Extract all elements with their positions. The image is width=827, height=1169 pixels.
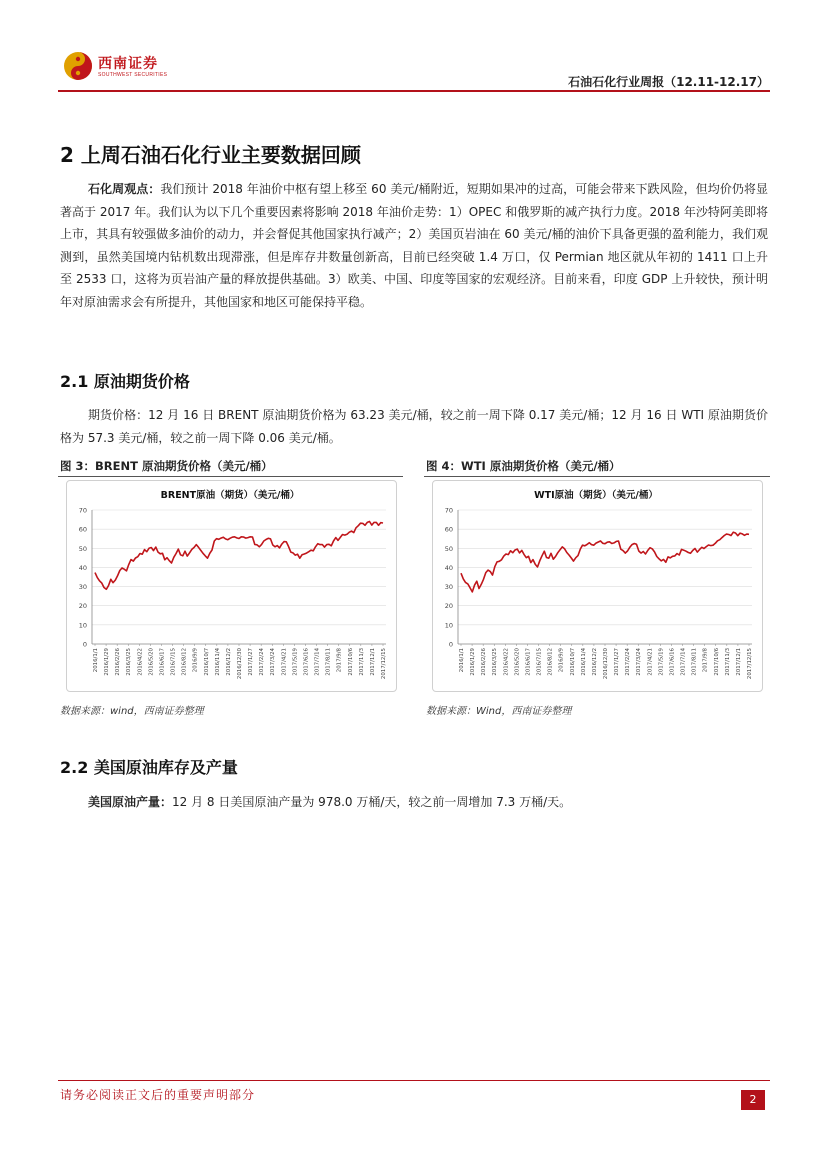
weekly-view-paragraph bbox=[60, 178, 768, 313]
wti-y-tick-label: 20 bbox=[444, 602, 453, 611]
brent-x-tick-label: 2017/12/1 bbox=[369, 648, 376, 676]
weekly-view-label: 石化周观点： bbox=[88, 182, 161, 196]
brent-x-tick-label: 2017/8/11 bbox=[325, 648, 332, 676]
brent-x-tick-label: 2017/1/27 bbox=[248, 648, 255, 676]
brent-y-tick-label: 10 bbox=[78, 621, 87, 630]
brent-x-tick-label: 2016/2/26 bbox=[115, 648, 122, 676]
brent-x-tick-label: 2017/4/21 bbox=[281, 648, 288, 676]
wti-x-tick-label: 2016/5/20 bbox=[514, 648, 521, 676]
wti-x-tick-label: 2016/1/1 bbox=[459, 648, 465, 673]
report-title: 石油石化行业周报（12.11-12.17） bbox=[568, 75, 769, 89]
footer-divider bbox=[58, 1080, 770, 1081]
wti-y-tick-label: 40 bbox=[444, 563, 453, 572]
logo-chinese-text: 西南证券 bbox=[98, 56, 158, 72]
footer-disclaimer-note: 请务必阅读正文后的重要声明部分 bbox=[60, 1088, 256, 1102]
wti-y-tick-label: 30 bbox=[444, 583, 453, 592]
brent-x-tick-label: 2017/5/19 bbox=[292, 648, 299, 676]
brent-x-tick-label: 2017/2/24 bbox=[259, 648, 266, 676]
brent-x-tick-label: 2016/10/7 bbox=[203, 648, 210, 676]
production-label: 美国原油产量： bbox=[88, 795, 173, 809]
logo-mark-icon bbox=[62, 50, 94, 82]
brent-y-tick-label: 60 bbox=[78, 525, 87, 534]
wti-y-tick-label: 60 bbox=[444, 525, 453, 534]
brent-y-tick-label: 70 bbox=[78, 506, 87, 515]
brent-y-tick-label: 30 bbox=[78, 583, 87, 592]
wti-x-tick-label: 2016/12/30 bbox=[603, 648, 609, 680]
wti-x-tick-label: 2016/1/29 bbox=[470, 648, 477, 676]
figure-4-rule bbox=[424, 476, 770, 477]
brent-x-tick-label: 2017/9/8 bbox=[336, 648, 343, 673]
wti-x-tick-label: 2016/11/4 bbox=[580, 648, 587, 676]
brent-x-tick-label: 2017/10/6 bbox=[347, 648, 354, 676]
wti-x-tick-label: 2017/12/1 bbox=[735, 648, 742, 676]
brent-x-tick-label: 2017/3/24 bbox=[270, 648, 277, 676]
brent-x-tick-label: 2017/7/14 bbox=[314, 648, 321, 676]
wti-x-tick-label: 2017/7/14 bbox=[680, 648, 687, 676]
header-divider bbox=[58, 90, 770, 92]
wti-x-tick-label: 2017/2/24 bbox=[625, 648, 632, 676]
wti-x-tick-label: 2017/6/16 bbox=[669, 648, 676, 676]
brent-chart bbox=[58, 478, 403, 693]
wti-price-line bbox=[461, 532, 749, 592]
wti-y-tick-label: 0 bbox=[448, 640, 453, 649]
logo-english-text: SOUTHWEST SECURITIES bbox=[98, 72, 168, 78]
wti-x-tick-label: 2017/4/21 bbox=[647, 648, 654, 676]
subsection-heading-futures: 2.1 原油期货价格 bbox=[60, 372, 190, 391]
figure-3-source: 数据来源：wind，西南证券整理 bbox=[60, 706, 204, 717]
brent-x-tick-label: 2016/8/12 bbox=[181, 648, 188, 676]
wti-chart-svg bbox=[432, 480, 761, 690]
wti-x-tick-label: 2017/10/6 bbox=[713, 648, 720, 676]
brent-x-tick-label: 2016/6/17 bbox=[159, 648, 166, 676]
brent-x-tick-label: 2016/12/2 bbox=[225, 648, 232, 676]
brent-y-tick-label: 50 bbox=[78, 544, 87, 553]
wti-x-tick-label: 2016/6/17 bbox=[525, 648, 532, 676]
wti-x-tick-label: 2017/9/8 bbox=[702, 648, 709, 673]
wti-x-tick-label: 2017/8/11 bbox=[691, 648, 698, 676]
wti-x-tick-label: 2017/11/3 bbox=[724, 648, 731, 676]
section-heading: 2 上周石油石化行业主要数据回顾 bbox=[60, 143, 361, 167]
brent-chart-svg bbox=[66, 480, 395, 690]
brent-x-tick-label: 2016/1/29 bbox=[104, 648, 111, 676]
brent-y-tick-label: 20 bbox=[78, 602, 87, 611]
production-paragraph bbox=[60, 791, 768, 814]
brent-x-tick-label: 2016/7/15 bbox=[170, 648, 177, 676]
wti-x-tick-label: 2016/8/12 bbox=[547, 648, 554, 676]
brent-x-tick-label: 2016/3/25 bbox=[126, 648, 133, 676]
page-number: 2 bbox=[741, 1090, 765, 1110]
brent-price-line bbox=[95, 522, 383, 590]
brent-y-tick-label: 40 bbox=[78, 563, 87, 572]
production-text: 12 月 8 日美国原油产量为 978.0 万桶/天，较之前一周增加 7.3 万桶/天。 bbox=[172, 795, 572, 809]
figure-4-caption: 图 4：WTI 原油期货价格（美元/桶） bbox=[426, 459, 621, 473]
brent-x-tick-label: 2016/4/22 bbox=[137, 648, 144, 676]
brent-x-tick-label: 2016/1/1 bbox=[93, 648, 99, 673]
wti-x-tick-label: 2016/4/22 bbox=[503, 648, 510, 676]
wti-x-tick-label: 2016/12/2 bbox=[591, 648, 598, 676]
wti-x-tick-label: 2017/3/24 bbox=[636, 648, 643, 676]
figure-3-caption: 图 3：BRENT 原油期货价格（美元/桶） bbox=[60, 459, 273, 473]
subsection-heading-inventory: 2.2 美国原油库存及产量 bbox=[60, 758, 238, 777]
weekly-view-text: 我们预计 2018 年油价中枢有望上移至 60 美元/桶附近，短期如果冲的过高，可能会带来下跌风险，但均价仍将显著高于 2017 年。我们认为以下几个重要因素将影响 2018 年油价走势：1）OPEC 和俄罗斯的减产执行力度。2018 年沙特阿美即将上市，其具有较强做多油价的动力，并会督促其他国家执行减产；2）美国页岩油在 60 美元/桶的油价下具备更强的盈利能力，我们观测到，虽然美国境内钻机数出现滞涨，但是库存井数量创新高，目前已经突破 1.4 万口，仅 Permian 地区就从年初的 1411 口上升至 2533 口，这将为页岩油产量的释放提供基础。3）欧美、中国、印度等国家的宏观经济。目前来看，印度 GDP 上升较快，预计明年对原油需求会有所提升，其他国家和地区可能保持平稳。 bbox=[60, 182, 768, 309]
wti-x-tick-label: 2016/10/7 bbox=[569, 648, 576, 676]
wti-x-tick-label: 2017/12/15 bbox=[747, 648, 753, 680]
wti-x-tick-label: 2017/1/27 bbox=[614, 648, 621, 676]
figure-4-source: 数据来源：Wind，西南证券整理 bbox=[426, 706, 572, 717]
wti-y-tick-label: 70 bbox=[444, 506, 453, 515]
brent-x-tick-label: 2016/5/20 bbox=[148, 648, 155, 676]
wti-y-tick-label: 10 bbox=[444, 621, 453, 630]
wti-x-tick-label: 2016/7/15 bbox=[536, 648, 543, 676]
wti-chart bbox=[424, 478, 769, 693]
brent-y-tick-label: 0 bbox=[82, 640, 87, 649]
futures-paragraph: 期货价格：12 月 16 日 BRENT 原油期货价格为 63.23 美元/桶，较之前一周下降 0.17 美元/桶；12 月 16 日 WTI 原油期货价格为 57.3 美元/桶，较之前一周下降 0.06 美元/桶。 bbox=[60, 408, 768, 445]
company-logo bbox=[62, 50, 172, 86]
wti-x-tick-label: 2016/9/9 bbox=[558, 648, 565, 673]
brent-x-tick-label: 2017/12/15 bbox=[381, 648, 387, 680]
wti-x-tick-label: 2016/2/26 bbox=[481, 648, 488, 676]
figure-3-rule bbox=[58, 476, 403, 477]
wti-x-tick-label: 2016/3/25 bbox=[492, 648, 499, 676]
brent-x-tick-label: 2016/9/9 bbox=[192, 648, 199, 673]
brent-x-tick-label: 2016/11/4 bbox=[214, 648, 221, 676]
wti-chart-title: WTI原油（期货）（美元/桶） bbox=[534, 490, 658, 501]
wti-x-tick-label: 2017/5/19 bbox=[658, 648, 665, 676]
brent-chart-title: BRENT原油（期货）（美元/桶） bbox=[160, 490, 300, 501]
brent-x-tick-label: 2017/11/3 bbox=[358, 648, 365, 676]
wti-y-tick-label: 50 bbox=[444, 544, 453, 553]
brent-x-tick-label: 2016/12/30 bbox=[237, 648, 243, 680]
brent-x-tick-label: 2017/6/16 bbox=[303, 648, 310, 676]
